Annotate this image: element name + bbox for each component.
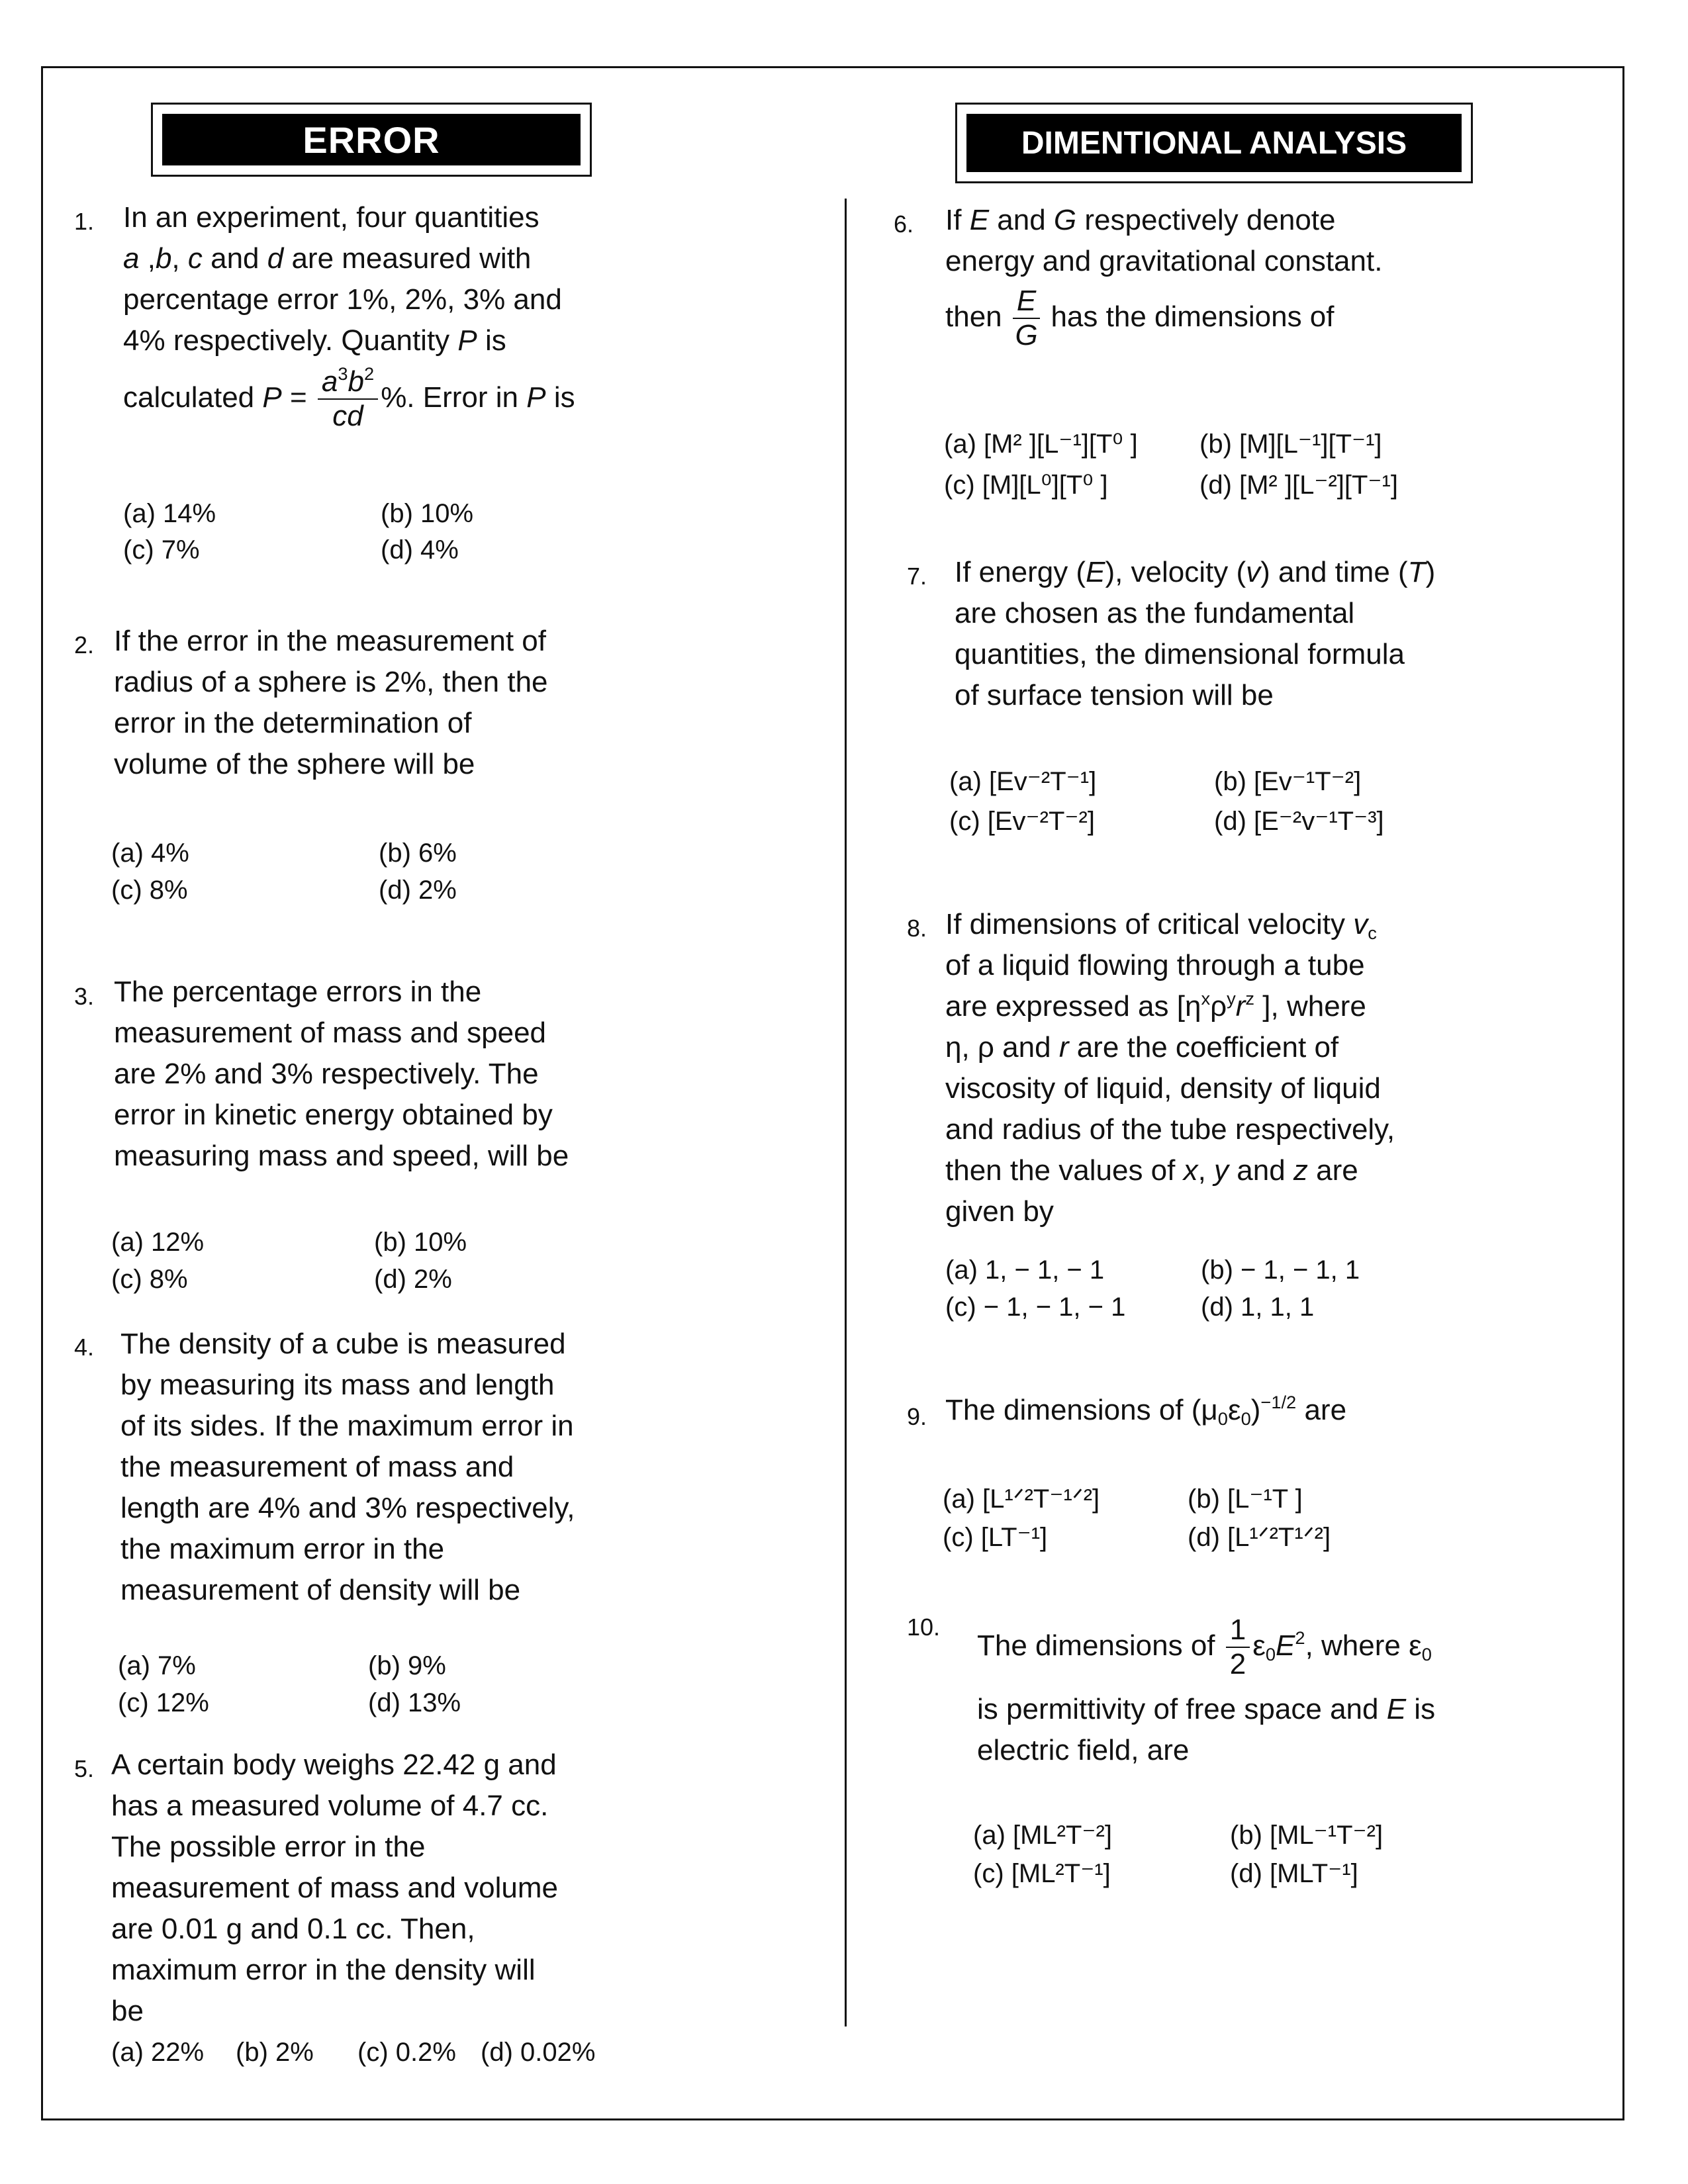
text-line: If dimensions of critical velocity $v_c$ [945,908,1377,944]
text-line: measurement of mass and speed [114,1017,547,1049]
section-title-error: ERROR [162,114,581,165]
question-number: 2. [74,631,95,659]
option-a[interactable]: (a) [Ev⁻²T⁻¹] [949,767,1097,796]
question-number: 1. [74,208,95,235]
option-a[interactable]: (a) [ML²T⁻²] [973,1821,1112,1850]
question-number: 7. [907,563,927,590]
option-d[interactable]: (d) 2% [374,1265,452,1294]
option-a[interactable]: (a) 12% [111,1228,205,1257]
text-line: 4% respectively. Quantity P is [123,324,506,357]
option-b[interactable]: (b) 2% [236,2038,314,2067]
text-line: be [111,1995,144,2027]
option-b[interactable]: (b) [L⁻¹T ] [1188,1484,1303,1514]
text-line: η, ρ and r are the coefficient of [945,1031,1339,1064]
text-line: measurement of mass and volume [111,1872,558,1904]
option-d[interactable]: (d) 1, 1, 1 [1201,1293,1315,1322]
option-d[interactable]: (d) [M² ][L⁻²][T⁻¹] [1199,471,1398,500]
section-header-error [151,103,592,177]
text-line: maximum error in the density will [111,1954,536,1986]
option-d[interactable]: (d) 2% [379,876,457,905]
text-line: error in the determination of [114,707,472,739]
section-header-dimensional-analysis [955,103,1473,183]
question-text [945,200,1541,351]
text-line: of a liquid flowing through a tube [945,949,1365,981]
option-c[interactable]: (c) 0.2% [357,2038,456,2067]
text-line: A certain body weighs 22.42 g and [111,1749,557,1781]
text-line: of surface tension will be [955,679,1274,711]
text-line: length are 4% and 3% respectively, [120,1492,575,1524]
text-line: and radius of the tube respectively, [945,1113,1395,1146]
text-line: In an experiment, four quantities [123,201,539,234]
option-a[interactable]: (a) 22% [111,2038,205,2067]
option-b[interactable]: (b) [M][L⁻¹][T⁻¹] [1199,430,1382,459]
text-line: the maximum error in the [120,1533,445,1565]
question-number: 8. [907,915,927,942]
text-line: is permittivity of free space and E is [977,1693,1436,1726]
text-line: percentage error 1%, 2%, 3% and [123,283,562,316]
question-text [111,1745,694,2032]
text-line: If the error in the measurement of [114,625,546,657]
option-c[interactable]: (c) [Ev⁻²T⁻²] [949,807,1095,836]
text-line: The density of a cube is measured [120,1328,566,1360]
text-line: electric field, are [977,1734,1190,1767]
text-line: energy and gravitational constant. [945,245,1383,277]
option-a[interactable]: (a) 4% [111,839,189,868]
option-b[interactable]: (b) 10% [374,1228,467,1257]
text-line: The possible error in the [111,1831,426,1863]
option-c[interactable]: (c) − 1, − 1, − 1 [945,1293,1126,1322]
text-line: If energy (E), velocity (v) and time (T) [955,556,1436,588]
question-text [945,1390,1541,1431]
option-a[interactable]: (a) [M² ][L⁻¹][T⁰ ] [944,430,1138,459]
text-line: measurement of density will be [120,1574,521,1606]
option-a[interactable]: (a) 7% [118,1651,196,1680]
fraction: $\frac{E}{G}$ [1013,286,1040,351]
question-text [955,552,1550,716]
text-line: viscosity of liquid, density of liquid [945,1072,1381,1105]
option-d[interactable]: (d) [L¹ᐟ²T¹ᐟ²] [1188,1523,1331,1552]
text-line: by measuring its mass and length [120,1369,555,1401]
text-line: then the values of x, y and z are [945,1154,1358,1187]
option-d[interactable]: (d) 4% [381,535,459,565]
option-a[interactable]: (a) 1, − 1, − 1 [945,1255,1105,1285]
text-line: If E and G respectively denote [945,204,1336,236]
option-b[interactable]: (b) [Ev⁻¹T⁻²] [1214,767,1362,796]
question-number: 6. [894,210,914,238]
option-a[interactable]: (a) 14% [123,499,216,528]
text-line: The percentage errors in the [114,976,482,1008]
option-c[interactable]: (c) 12% [118,1688,209,1717]
text-line: are expressed as [$\eta^x\rho^yr^z$ ], where [945,988,1366,1023]
text-line: of its sides. If the maximum error in [120,1410,574,1442]
option-c[interactable]: (c) 8% [111,1265,188,1294]
option-d[interactable]: (d) [E⁻²v⁻¹T⁻³] [1214,807,1384,836]
text-line: given by [945,1195,1054,1228]
text-line: are 0.01 g and 0.1 cc. Then, [111,1913,475,1945]
text-line: a ,b, c and d are measured with [123,242,532,275]
question-text [977,1615,1573,1771]
question-text [114,621,683,785]
text-line: are chosen as the fundamental [955,597,1355,629]
option-c[interactable]: (c) [ML²T⁻¹] [973,1859,1111,1888]
column-divider [845,199,847,2026]
question-text [120,1324,690,1611]
option-d[interactable]: (d) [MLT⁻¹] [1230,1859,1358,1888]
text-line: volume of the sphere will be [114,748,475,780]
question-number: 4. [74,1334,95,1361]
option-b[interactable]: (b) 9% [368,1651,446,1680]
section-title-dimensional-analysis: DIMENTIONAL ANALYSIS [966,114,1462,172]
text-line: are 2% and 3% respectively. The [114,1058,539,1090]
option-c[interactable]: (c) 8% [111,876,188,905]
text-line: has a measured volume of 4.7 cc. [111,1790,549,1822]
question-number: 9. [907,1403,927,1430]
option-c[interactable]: (c) 7% [123,535,200,565]
text-line: quantities, the dimensional formula [955,638,1405,670]
text-line: The dimensions of $\frac{1}{2}$ $\varepsilon_0E^2$, where $\varepsilon_0$ [977,1614,1432,1681]
text-line: the measurement of mass and [120,1451,514,1483]
option-c[interactable]: (c) [LT⁻¹] [943,1523,1048,1552]
fraction: $\frac{a^3b^2}{cd}$ [318,367,378,432]
option-a[interactable]: (a) [L¹ᐟ²T⁻¹ᐟ²] [943,1484,1100,1514]
option-d[interactable]: (d) 13% [368,1688,461,1717]
option-b[interactable]: (b) 6% [379,839,457,868]
question-text [114,972,696,1177]
option-b[interactable]: (b) 10% [381,499,474,528]
text-line: radius of a sphere is 2%, then the [114,666,548,698]
text-line: measuring mass and speed, will be [114,1140,569,1172]
text-line: then $\frac{E}{G}$ has the dimensions of [945,285,1335,352]
question-text [945,904,1541,1232]
text-line: error in kinetic energy obtained by [114,1099,553,1131]
question-number: 5. [74,1755,95,1782]
question-number: 3. [74,983,95,1010]
fraction: $\frac{1}{2}$ [1226,1615,1250,1680]
question-number: 10. [907,1614,941,1641]
option-b[interactable]: (b) [ML⁻¹T⁻²] [1230,1821,1383,1850]
text-line: calculated P = $\frac{a^3b^2}{cd}$ %. Error in P is [123,363,575,433]
option-c[interactable]: (c) [M][L⁰][T⁰ ] [944,471,1108,500]
option-b[interactable]: (b) − 1, − 1, 1 [1201,1255,1360,1285]
text-line: The dimensions of $(\mu_0\varepsilon_0)^{-1/2}$ are [945,1392,1347,1430]
option-d[interactable]: (d) 0.02% [481,2038,596,2067]
question-text [123,197,679,432]
